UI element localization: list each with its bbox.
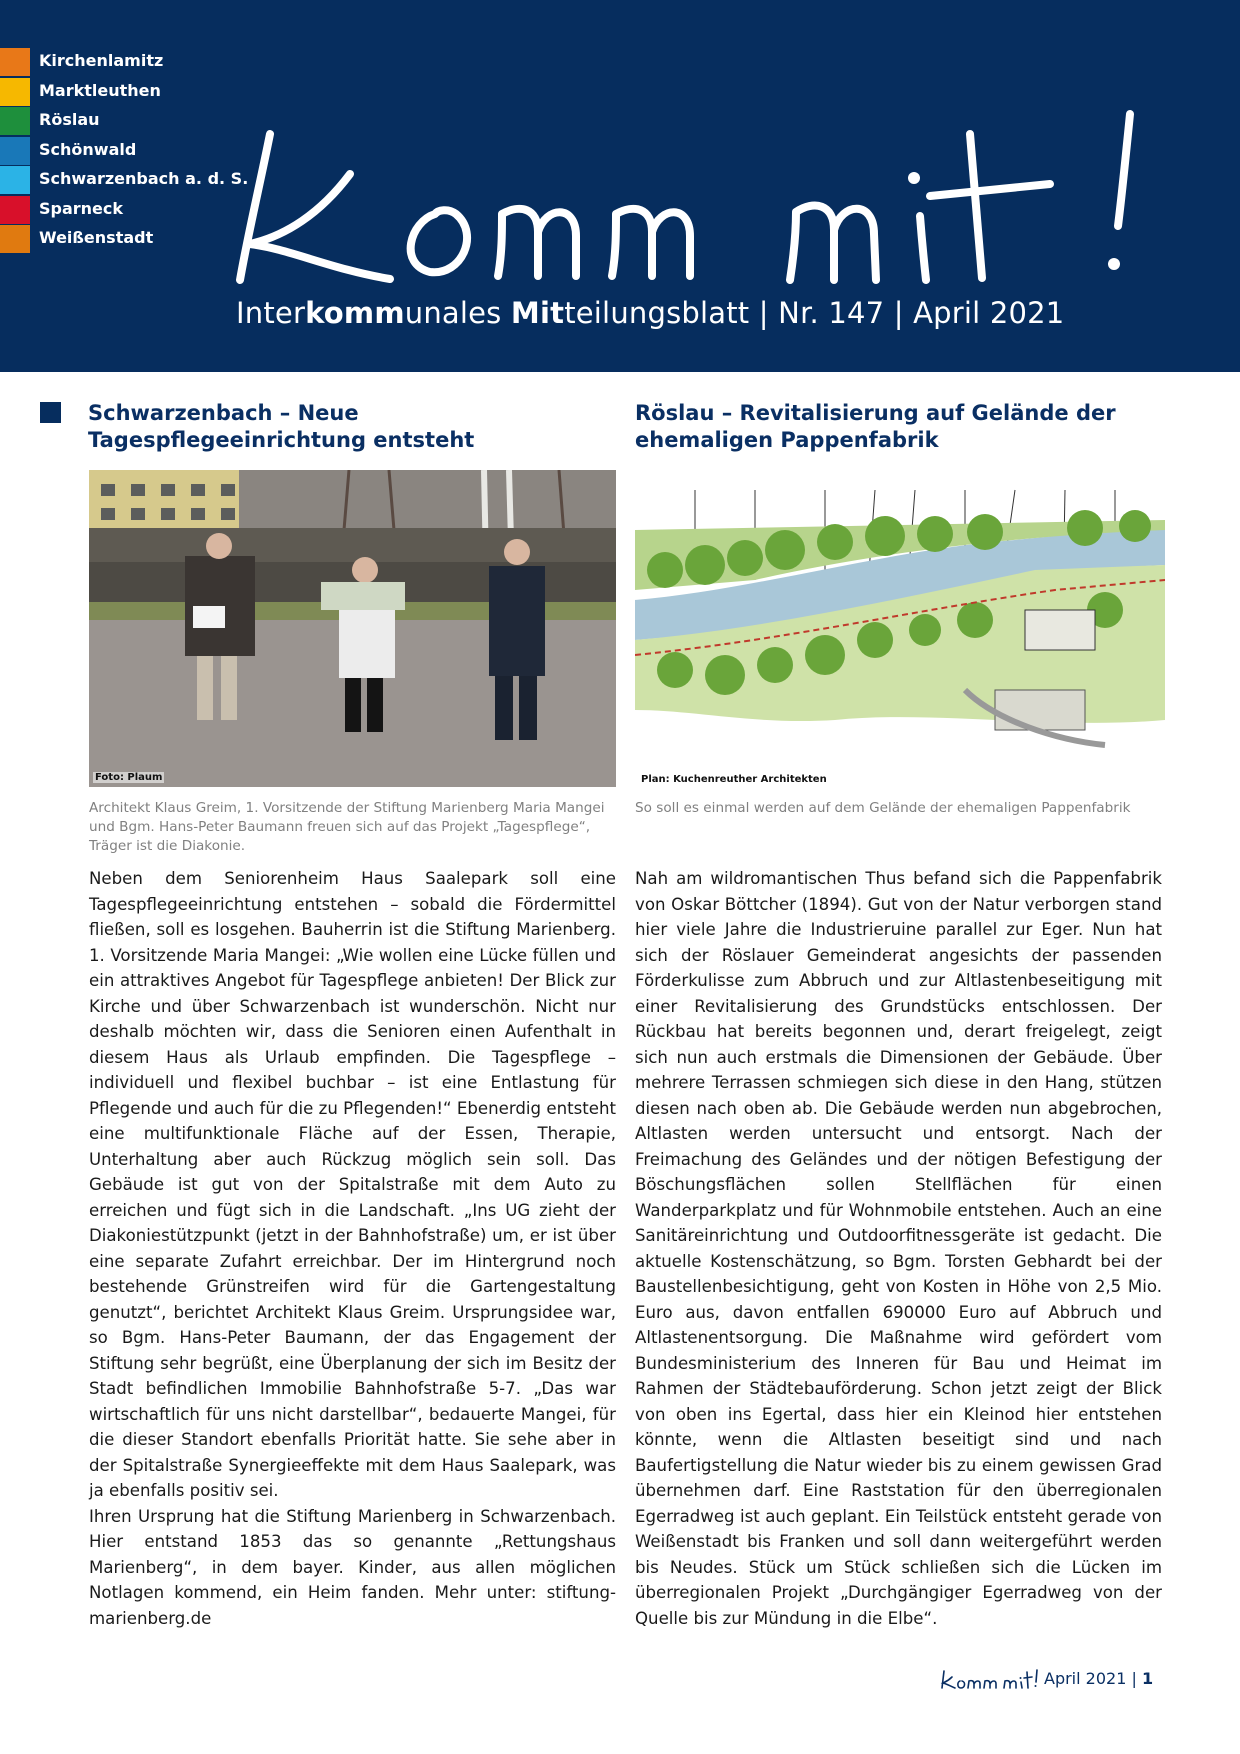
town-color-swatch bbox=[0, 78, 30, 106]
headline-right: Röslau – Revitalisierung auf Gelände der ehemaligen Pappenfabrik bbox=[635, 401, 1116, 452]
caption-right: So soll es einmal werden auf dem Gelände der ehemaligen Pappenfabrik bbox=[635, 800, 1131, 816]
town-color-swatch bbox=[0, 196, 30, 224]
footer-date-page bbox=[1044, 1669, 1153, 1688]
masthead-subtitle: Interkommunales Mitteilungsblatt | Nr. 147 | April 2021 bbox=[236, 296, 1065, 330]
headline-left: Schwarzenbach – Neue Tagespflegeeinrichtung entsteht bbox=[88, 401, 475, 452]
article-left-paragraph-2: Ihren Ursprung hat die Stiftung Marienberg in Schwarzenbach. Hier entstand 1853 das so genannte „Rettungshaus Marienberg“, in dem bayer. Kinder, aus allen möglichen Notlagen kommend, ein Heim fanden. Mehr unter: stiftung-marienberg.de bbox=[89, 1506, 616, 1628]
plan-credit-right: Plan: Kuchenreuther Architekten bbox=[641, 774, 827, 785]
footer-date: April 2021 bbox=[1044, 1669, 1127, 1688]
town-name: Weißenstadt bbox=[39, 228, 154, 247]
town-name: Röslau bbox=[39, 110, 100, 129]
article-right-paragraph-1: Nah am wildromantischen Thus befand sich die Pappenfabrik von Oskar Böttcher (1894). Gut von der Natur verborgen stand hier viele Jahre die Industrieruine parallel zur Eger. Nun hat sich der Röslauer Gemeinderat angesichts der passenden Förderkulisse zum Abbruch und zur Altlastenbeseitigung mit einer Revitalisierung des Grundstücks entschlossen. Der Rückbau hat bereits begonnen und, derart freigelegt, zeigt sich nun auch erstmals die Dimensionen der Gebäude. Über mehrere Terrassen schmiegen sich diese in den Hang, stützen diesen nach oben ab. Die Gebäude werden nun abgebrochen, Altlasten werden untersucht und entsorgt. Nach der Freimachung des Geländes und der nötigen Befestigung der Böschungsflächen sollen Stellflächen für einen Wanderparkplatz und für Wohnmobile entstehen. Auch an eine Sanitäreinrichtung und Outdoorfitnessgeräte ist gedacht. Die aktuelle Kostenschätzung, so Bgm. Torsten Gebhardt bei der Baustellenbesichtigung, geht von Kosten in Höhe von 2,5 Mio. Euro aus, davon entfallen 690000 Euro auf Abbruch und Altlastenentsorgung. Die Maßnahme wird gefördert vom Bundesministerium des Inneren für Bau und Heimat im Rahmen der Städtebauförderung. Schon jetzt zeigt der Blick von oben ins Egertal, dass hier ein Kleinod hier entstehen könnte, wenn die Altlasten beseitigt sind und nach Baufertigstellung die Natur wieder bis zu einem gewissen Grad übernehmen darf. Eine Raststation für den überregionalen Egerradweg ist auch geplant. Ein Teilstück entsteht gerade von Weißenstadt bis Franken und soll dann weitergeführt werden bis Neudes. Stück um Stück schließen sich die Lücken im überregionalen Projekt „Durchgängiger Egerradweg von der Quelle bis zur Mündung in die Elbe“. bbox=[635, 869, 1162, 1628]
article-left-body bbox=[89, 866, 616, 1631]
town-color-swatch bbox=[0, 48, 30, 76]
masthead bbox=[0, 0, 1240, 372]
photo-credit-left: Foto: Plaum bbox=[95, 772, 163, 783]
town-color-swatch bbox=[0, 137, 30, 165]
article-left-paragraph-1: Neben dem Seniorenheim Haus Saalepark soll eine Tagespflegeeinrichtung entstehen – sobald die Fördermittel fließen, soll es losgehen. Bauherrin ist die Stiftung Marienberg. 1. Vorsitzende Maria Mangei: „Wie wollen eine Lücke füllen und ein attraktives Angebot für Tagespflege anbieten! Der Blick zur Kirche und über Schwarzenbach ist wunderschön. Nicht nur deshalb möchten wir, dass die Senioren einen Aufenthalt in diesem Haus als Urlaub empfinden. Die Tagespflege – individuell und flexibel buchbar – ist eine Entlastung für Pflegende und auch für die zu Pflegenden!“ Ebenerdig entsteht eine multifunktionale Fläche auf der Essen, Therapie, Unterhaltung aber auch Rückzug möglich sein soll. Das Gebäude ist gut von der Spitalstraße mit dem Auto zu erreichen und fügt sich in die Landschaft. „Ins UG zieht der Diakoniestützpunkt (jetzt in der Bahnhofstraße) um, er ist über eine separate Zufahrt erreichbar. Der im Hintergrund noch bestehende Grünstreifen wird für die Gartengestaltung genutzt“, berichtet Architekt Klaus Greim. Ursprungsidee war, so Bgm. Hans-Peter Baumann, der das Engagement der Stiftung sehr begrüßt, eine Überplanung der sich im Besitz der Stadt befindlichen Immobilie Bahnhofstraße 5-7. „Das war wirtschaftlich für uns nicht darstellbar“, bedauerte Mangei, für die dieser Standort ebenfalls Priorität hatte. Sie sehe aber in der Spitalstraße Synergieeffekte mit dem Haus Saalepark, was ja ebenfalls positiv sei. bbox=[89, 869, 616, 1500]
town-name: Kirchenlamitz bbox=[39, 51, 164, 70]
komm-mit-logo bbox=[230, 104, 1190, 294]
photo-tagespflege bbox=[89, 470, 616, 787]
caption-left: Architekt Klaus Greim, 1. Vorsitzende der Stiftung Marienberg Maria Mangei und Bgm. Hans-Peter Baumann freuen sich auf das Projekt „Tagespflege“, Träger ist die Diakonie. bbox=[89, 800, 605, 854]
town-color-swatch bbox=[0, 166, 30, 194]
town-name: Sparneck bbox=[39, 198, 124, 218]
page-footer bbox=[940, 1666, 1210, 1692]
town-name: Schwarzenbach a. d. S. bbox=[39, 169, 249, 188]
footer-separator: | bbox=[1126, 1669, 1142, 1688]
article-right-body bbox=[635, 866, 1162, 1631]
page-number: 1 bbox=[1141, 1669, 1154, 1688]
town-name: Schönwald bbox=[39, 139, 137, 159]
group-photo-illustration bbox=[89, 470, 616, 787]
site-plan-illustration bbox=[635, 470, 1165, 787]
town-name: Marktleuthen bbox=[39, 80, 161, 100]
section-marker bbox=[40, 402, 61, 423]
town-color-swatch bbox=[0, 107, 30, 135]
town-color-swatch bbox=[0, 225, 30, 253]
komm-mit-footer-logo bbox=[940, 1668, 1040, 1690]
plan-pappenfabrik bbox=[635, 470, 1165, 787]
